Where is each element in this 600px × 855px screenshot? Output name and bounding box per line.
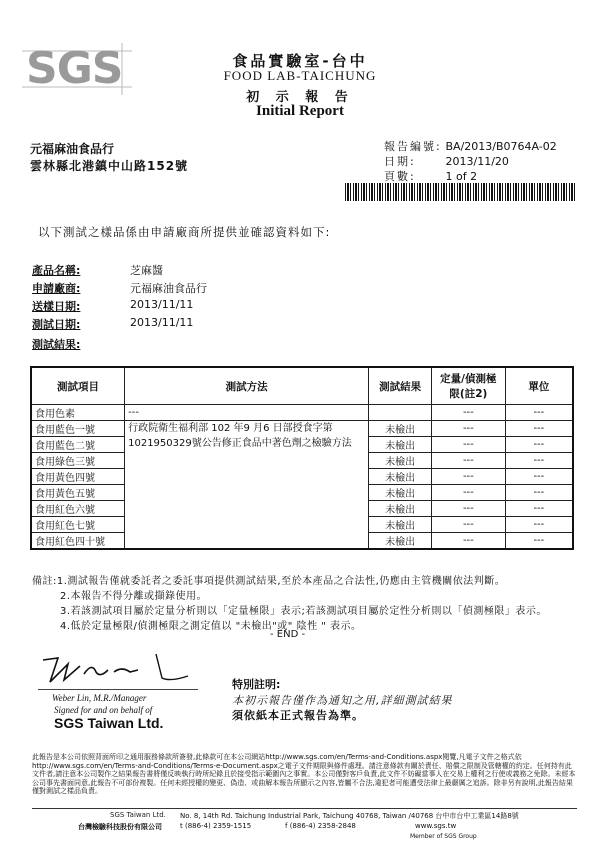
sgs-logo — [22, 43, 132, 95]
note-2: 2.本報告不得分離或擷錄使用。 — [60, 591, 208, 602]
header-limit: 定量/偵測極限(註2) — [431, 367, 505, 405]
unit-cell: --- — [505, 453, 573, 469]
result-cell: 未檢出 — [369, 421, 432, 437]
unit-cell: --- — [505, 421, 573, 437]
item-cell: 食用藍色二號 — [31, 437, 125, 453]
unit-cell: --- — [505, 485, 573, 501]
unit-cell: --- — [505, 517, 573, 533]
report-date — [384, 153, 509, 169]
footer-member: Member of SGS Group — [410, 833, 477, 840]
limit-cell: --- — [431, 469, 505, 485]
footer-web: www.sgs.tw — [415, 822, 457, 830]
field-value: 芝麻醬 — [130, 264, 163, 277]
footer-company-zh: 台灣檢驗科技股份有限公司 — [78, 823, 162, 831]
table-row — [31, 421, 573, 437]
item-cell: 食用綠色三號 — [31, 453, 125, 469]
results-table — [30, 366, 574, 550]
method-cell — [125, 405, 369, 421]
limit-cell: --- — [431, 485, 505, 501]
note-1: 備註:1.測試報告僅就委託者之委託事項提供測試結果,至於本產品之合法性,仍應由主管機關依法判斷。 — [32, 576, 506, 587]
item-cell: 食用紅色四十號 — [31, 533, 125, 550]
item-cell: 食用黃色五號 — [31, 485, 125, 501]
report-date-value: 2013/11/20 — [445, 155, 509, 168]
field-label: 產品名稱: — [32, 264, 81, 277]
item-cell: 食用藍色一號 — [31, 421, 125, 437]
report-page — [384, 168, 477, 184]
method-line: --- — [128, 407, 139, 418]
intro-text: 以下測試之樣品係由申請廠商所提供並確認資料如下: — [38, 225, 331, 239]
method-line: 1021950329號公告修正食品中著色劑之檢驗方法 — [128, 438, 352, 449]
customer-address: 雲林縣北港鎮中山路152號 — [30, 159, 189, 173]
report-page-value: 1 of 2 — [445, 170, 478, 183]
result-cell: 未檢出 — [369, 517, 432, 533]
header-item: 測試項目 — [31, 367, 125, 405]
report-page-label: 頁數: — [384, 170, 416, 183]
footer-address: No. 8, 14th Rd. Taichung Industrial Park, Taichung 40768, Taiwan /40768 台中市台中工業區14路8號 — [180, 812, 519, 820]
report-number — [384, 138, 557, 154]
limit-cell: --- — [431, 405, 505, 421]
note-3: 3.若該測試項目屬於定量分析則以「定量極限」表示;若該測試項目屬於定性分析則以「偵測極限」表示。 — [60, 606, 547, 617]
signed-on-behalf: Signed for and on behalf of — [54, 705, 153, 715]
field-label: 測試日期: — [32, 318, 81, 331]
unit-cell: --- — [505, 469, 573, 485]
result-cell: 未檢出 — [369, 533, 432, 550]
result-cell: 未檢出 — [369, 453, 432, 469]
lab-title-en: FOOD LAB-TAICHUNG — [223, 68, 377, 83]
result-cell: 未檢出 — [369, 501, 432, 517]
signature-line — [38, 689, 198, 690]
result-cell: 未檢出 — [369, 485, 432, 501]
logo-text: SGS — [26, 43, 123, 94]
table-header-row — [31, 367, 573, 405]
field-value: 元福麻油食品行 — [130, 282, 207, 295]
field-value: 2013/11/11 — [130, 316, 194, 329]
report-title-zh: 初 示 報 告 — [246, 90, 354, 105]
special-note-line2: 須依紙本正式報告為準。 — [232, 709, 364, 722]
limit-cell: --- — [431, 421, 505, 437]
limit-cell: --- — [431, 453, 505, 469]
item-cell: 食用紅色七號 — [31, 517, 125, 533]
customer-name: 元福麻油食品行 — [30, 142, 115, 156]
method-line: 行政院衛生福利部 102 年9 月6 日部授食字第 — [128, 423, 333, 434]
unit-cell: --- — [505, 437, 573, 453]
report-number-value: BA/2013/B0764A-02 — [445, 140, 557, 153]
footer-tel: t (886-4) 2359-1515 — [180, 822, 252, 830]
method-cell — [125, 421, 369, 550]
report-title-en: Initial Report — [256, 103, 344, 119]
signer-name: Weber Lin, M.R./Manager — [52, 693, 147, 703]
results-label: 測試結果: — [32, 338, 81, 351]
header-result: 測試結果 — [369, 367, 432, 405]
header-method: 測試方法 — [125, 367, 369, 405]
barcode — [345, 183, 577, 201]
handwritten-signature — [38, 648, 198, 688]
note-4: 4.低於定量極限/偵測極限之測定值以 "未檢出"或" 陰性 " 表示。 — [60, 621, 362, 632]
header-unit: 單位 — [505, 367, 573, 405]
end-mark: - END - — [270, 629, 306, 640]
result-cell: 未檢出 — [369, 469, 432, 485]
footer-disclaimer: 此報告是本公司依照背面所印之通用服務條款所簽發,此條款可在本公司網站http://www.sgs.com/en/Terms-and-Conditions.aspx閱覽,凡電子文件之格式依http://www.sgs.com/en/Terms-and-Conditions/Terms-e-Document.aspx之電子文件期限與條件處理。請注意條款有關於責任、賠償之限制及管轄權的約定。任何持有此文件者,請注意本公司製作之結果報告書將僅反映執行時所紀錄且於接受指示範圍內之事實。本公司僅對客戶負責,此文件不妨礙當事人在交易上權利之行使或義務之免除。未經本公司事先書面同意,此報告不可部份複製。任何未經授權的變更、偽造、或曲解本報告所顯示之內容,皆屬不合法,違犯者可能遭受法律上最嚴厲之追訴。除非另有說明,此報告結果僅對測試之樣品負責。 — [32, 753, 576, 795]
field-label: 申請廠商: — [32, 282, 81, 295]
unit-cell: --- — [505, 533, 573, 550]
special-note-title: 特別註明: — [232, 678, 281, 691]
table-row — [31, 405, 573, 421]
item-cell: 食用色素 — [31, 405, 125, 421]
limit-cell: --- — [431, 437, 505, 453]
footer-fax: f (886-4) 2358-2848 — [285, 822, 356, 830]
footer-company-en: SGS Taiwan Ltd. — [110, 811, 166, 819]
field-label: 送樣日期: — [32, 300, 81, 313]
result-cell: 未檢出 — [369, 437, 432, 453]
special-note-line1: 本初示報告僅作為通知之用,詳細測試結果 — [232, 694, 453, 707]
item-cell: 食用紅色六號 — [31, 501, 125, 517]
footer-divider — [32, 808, 577, 809]
limit-cell: --- — [431, 501, 505, 517]
lab-title-zh: 食品實驗室-台中 — [232, 52, 368, 70]
item-cell: 食用黃色四號 — [31, 469, 125, 485]
unit-cell: --- — [505, 405, 573, 421]
result-cell — [369, 405, 432, 421]
unit-cell: --- — [505, 501, 573, 517]
report-date-label: 日期: — [384, 155, 416, 168]
limit-cell: --- — [431, 533, 505, 550]
field-value: 2013/11/11 — [130, 298, 194, 311]
signer-company: SGS Taiwan Ltd. — [54, 715, 164, 731]
limit-cell: --- — [431, 517, 505, 533]
report-number-label: 報告編號: — [384, 140, 442, 153]
